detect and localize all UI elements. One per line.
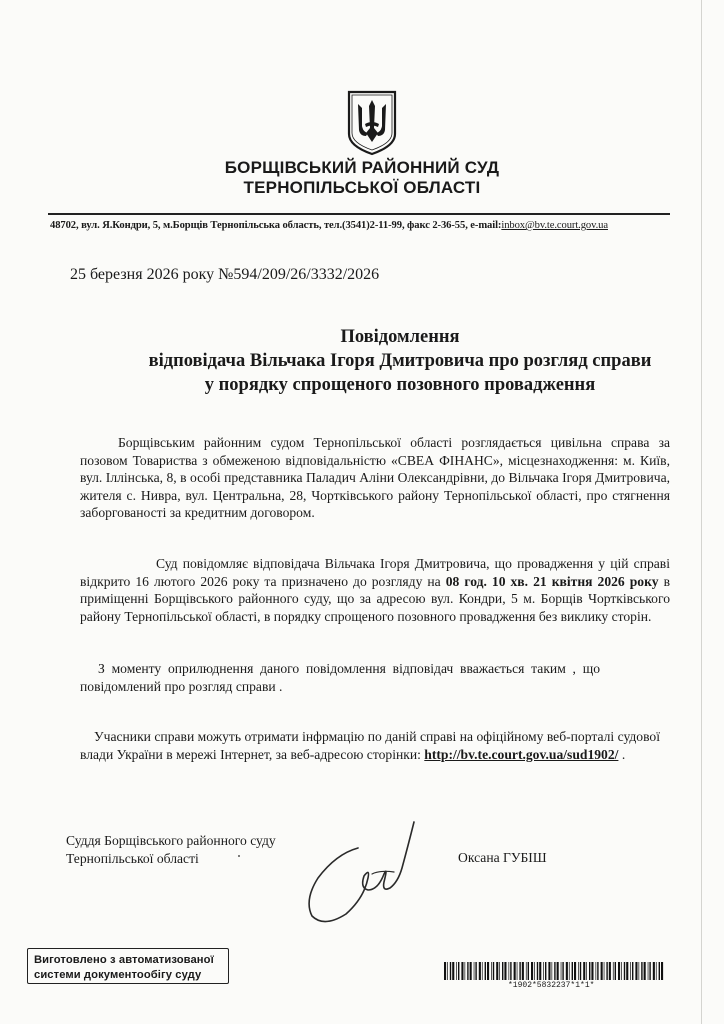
judge-role bbox=[66, 832, 276, 867]
header-rule bbox=[48, 213, 670, 215]
automation-stamp bbox=[27, 948, 229, 984]
date-reference: 25 березня 2026 року №594/209/26/3332/2026 bbox=[70, 266, 380, 283]
document-barcode bbox=[444, 962, 666, 980]
barcode-number: *1902*5832237*1*1* bbox=[508, 981, 595, 990]
trident-emblem-icon bbox=[346, 90, 398, 156]
heading-line2: відповідача Вільчака Ігоря Дмитровича про розгляд справи bbox=[148, 351, 652, 371]
judge-name: Оксана ГУБІШ bbox=[458, 850, 547, 865]
court-name-line2: ТЕРНОПІЛЬСЬКОЇ ОБЛАСТІ bbox=[243, 178, 481, 197]
stamp-line1: Виготовлено з автоматизованої bbox=[34, 954, 214, 966]
web-portal-after: . bbox=[618, 746, 626, 762]
scan-dot bbox=[238, 855, 240, 857]
hearing-text-2: в приміщенні Борщівського районного суду, що за адресою вул. Кондри, 5 м. Борщів Чортківського району Тернопільської області, в порядку спрощеного позовного провадження без виклику сторін. bbox=[80, 573, 670, 624]
paragraph-case-description: Борщівським районним судом Тернопільської області розглядається цивільна справа за позовом Товариства з обмеженою відповідальністю «СВЕА ФІНАНС», місцезнаходження: м. Київ, вул. Іллінська, 8, в особі представника Паладич Аліни Олександрівни, до Вільчака Ігоря Дмитровича, жителя с. Нивра, вул. Центральна, 28, Чортківського району Тернопільської області, про стягнення заборгованості за кредитним договором. bbox=[80, 435, 670, 521]
stamp-line2: системи документообігу суду bbox=[34, 969, 202, 981]
court-web-link[interactable]: http://bv.te.court.gov.ua/sud1902/ bbox=[424, 746, 619, 762]
hearing-datetime: 08 год. 10 хв. 21 квітня 2026 року bbox=[445, 573, 659, 589]
court-title bbox=[0, 158, 724, 198]
heading-line1: Повідомлення bbox=[340, 327, 460, 347]
court-address bbox=[50, 220, 690, 231]
paragraph-web-portal bbox=[80, 728, 660, 763]
court-name-line1: БОРЩІВСЬКИЙ РАЙОННИЙ СУД bbox=[224, 158, 500, 177]
court-email-link[interactable]: inbox@bv.te.court.gov.ua bbox=[501, 220, 608, 231]
judge-role-line1: Суддя Борщівського районного суду bbox=[66, 833, 276, 848]
judge-role-line2: Тернопільської області bbox=[66, 850, 199, 866]
address-text: 48702, вул. Я.Кондри, 5, м.Борщів Тернопільська область, тел.(3541)2-11-99, факс 2-36-55, e-mail: bbox=[50, 220, 502, 231]
paragraph-hearing-notice bbox=[80, 555, 670, 625]
scan-edge bbox=[701, 0, 702, 1024]
hearing-text-1: Суд повідомляє відповідача Вільчака Ігоря Дмитровича, що провадження у цій справі відкрито 16 лютого 2026 року та призначено до розгляду на bbox=[80, 556, 670, 589]
paragraph-notification-effect: З моменту оприлюднення даного повідомлення відповідач вважається таким , що повідомлений про розгляд справи . bbox=[80, 661, 600, 694]
notice-heading bbox=[0, 325, 724, 397]
heading-line3: у порядку спрощеного позовного провадження bbox=[204, 375, 596, 395]
handwritten-signature bbox=[298, 816, 428, 926]
web-portal-text: Учасники справи можуть отримати інфрмацію по даній справі на офіційному веб-порталі судової влади України в мережі Інтернет, за веб-адресою сторінки: bbox=[80, 729, 660, 762]
